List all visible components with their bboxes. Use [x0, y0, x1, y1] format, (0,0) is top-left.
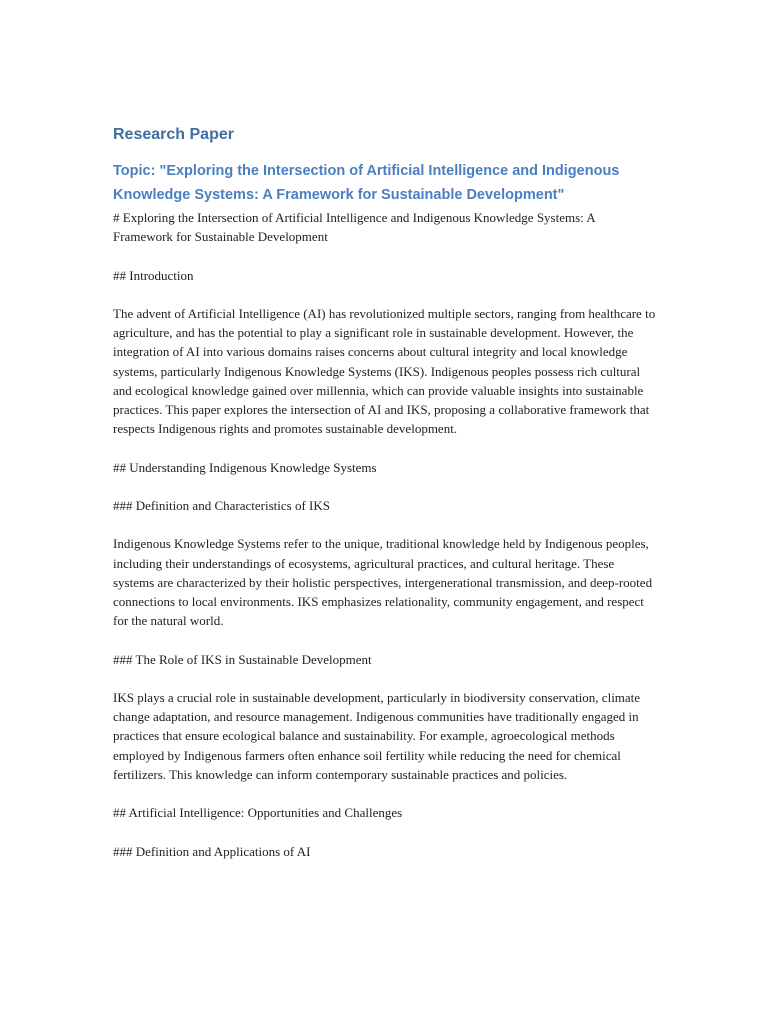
heading-main-title: # Exploring the Intersection of Artificial Intelligence and Indigenous Knowledge Systems: A Framework for Sustainable Development [113, 210, 595, 245]
heading-role-of-iks: ### The Role of IKS in Sustainable Development [113, 651, 372, 667]
heading-definition-ai: ### Definition and Applications of AI [113, 843, 311, 859]
paragraph-definition-iks: Indigenous Knowledge Systems refer to the unique, traditional knowledge held by Indigenous peoples, including their understandings of ecosystems, agricultural practices, and cultural heritage. These systems are characterized by their holistic perspectives, intergenerational transmission, and deep-rooted connections to local environments. IKS emphasizes relationality, community engagement, and respect for the natural world. [113, 536, 653, 629]
document-title: Research Paper [113, 126, 234, 143]
heading-ai-opportunities: ## Artificial Intelligence: Opportunities and Challenges [113, 805, 403, 821]
document-topic: Topic: "Exploring the Intersection of Artificial Intelligence and Indigenous Knowledge Systems: A Framework for Sustainable Development" [113, 163, 620, 203]
heading-understanding-iks: ## Understanding Indigenous Knowledge Systems [113, 459, 377, 475]
heading-definition-iks: ### Definition and Characteristics of IKS [113, 497, 330, 513]
document-body [113, 124, 658, 880]
paragraph-role-of-iks: IKS plays a crucial role in sustainable development, particularly in biodiversity conservation, climate change adaptation, and resource management. Indigenous communities have traditionally engaged in practices that ensure ecological balance and sustainability. For example, agroecological methods employed by Indigenous farmers often enhance soil fertility while reducing the need for chemical fertilizers. This knowledge can inform contemporary sustainable practices and policies. [113, 689, 641, 782]
heading-introduction: ## Introduction [113, 267, 194, 283]
paragraph-introduction: The advent of Artificial Intelligence (AI) has revolutionized multiple sectors, ranging from healthcare to agriculture, and has the potential to play a significant role in sustainable development. However, the integration of AI into various domains raises concerns about cultural integrity and local knowledge systems, particularly Indigenous Knowledge Systems (IKS). Indigenous peoples possess rich cultural and ecological knowledge gained over millennia, which can provide valuable insights into sustainable practices. This paper explores the intersection of AI and IKS, proposing a collaborative framework that respects Indigenous rights and promotes sustainable development. [113, 305, 656, 437]
